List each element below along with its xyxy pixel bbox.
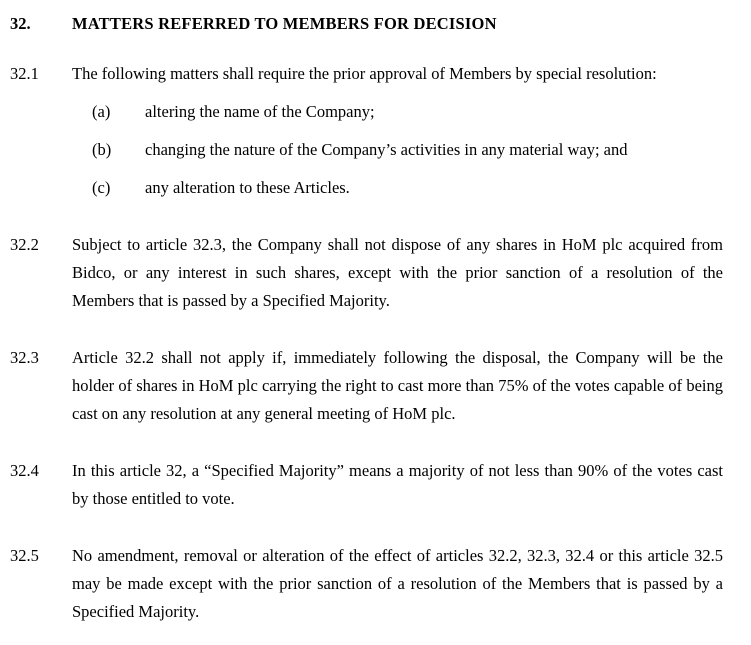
- clause-32-5: [10, 542, 723, 626]
- clause-number: 32.5: [10, 546, 39, 565]
- section-number: 32.: [10, 14, 31, 33]
- subitem-a: [72, 98, 723, 126]
- subitem-text: any alteration to these Articles.: [145, 178, 350, 197]
- subitem-c: [72, 174, 723, 202]
- clause-text: Article 32.2 shall not apply if, immediately following the disposal, the Company will be the holder of shares in HoM plc carrying the right to cast more than 75% of the votes capable of being cast on any resolution at any general meeting of HoM plc.: [72, 348, 723, 423]
- subitem-text: altering the name of the Company;: [145, 102, 375, 121]
- subitem-label: (c): [92, 178, 111, 197]
- clause-number: 32.2: [10, 235, 39, 254]
- subitem-text: changing the nature of the Company’s activities in any material way; and: [145, 140, 628, 159]
- clause-32-4: [10, 457, 723, 513]
- section-title: MATTERS REFERRED TO MEMBERS FOR DECISION: [72, 14, 497, 33]
- clause-32-3: [10, 344, 723, 428]
- clause-text: No amendment, removal or alteration of the effect of articles 32.2, 32.3, 32.4 or this article 32.5 may be made except with the prior sanction of a resolution of the Members that is passed by a Specified Majority.: [72, 546, 723, 621]
- subitem-b: [72, 136, 723, 164]
- subitem-list: [72, 98, 723, 202]
- subitem-label: (a): [92, 102, 111, 121]
- clause-number: 32.3: [10, 348, 39, 367]
- clause-number: 32.1: [10, 64, 39, 83]
- section-heading: [10, 10, 723, 38]
- clause-32-1: [10, 60, 723, 202]
- subitem-label: (b): [92, 140, 112, 159]
- clause-text: In this article 32, a “Specified Majority” means a majority of not less than 90% of the votes cast by those entitled to vote.: [72, 461, 723, 508]
- clause-32-2: [10, 231, 723, 315]
- clause-number: 32.4: [10, 461, 39, 480]
- clause-text: Subject to article 32.3, the Company shall not dispose of any shares in HoM plc acquired from Bidco, or any interest in such shares, except with the prior sanction of a resolution of the Members that is passed by a Specified Majority.: [72, 235, 723, 310]
- clause-text: The following matters shall require the prior approval of Members by special resolution:: [72, 64, 657, 83]
